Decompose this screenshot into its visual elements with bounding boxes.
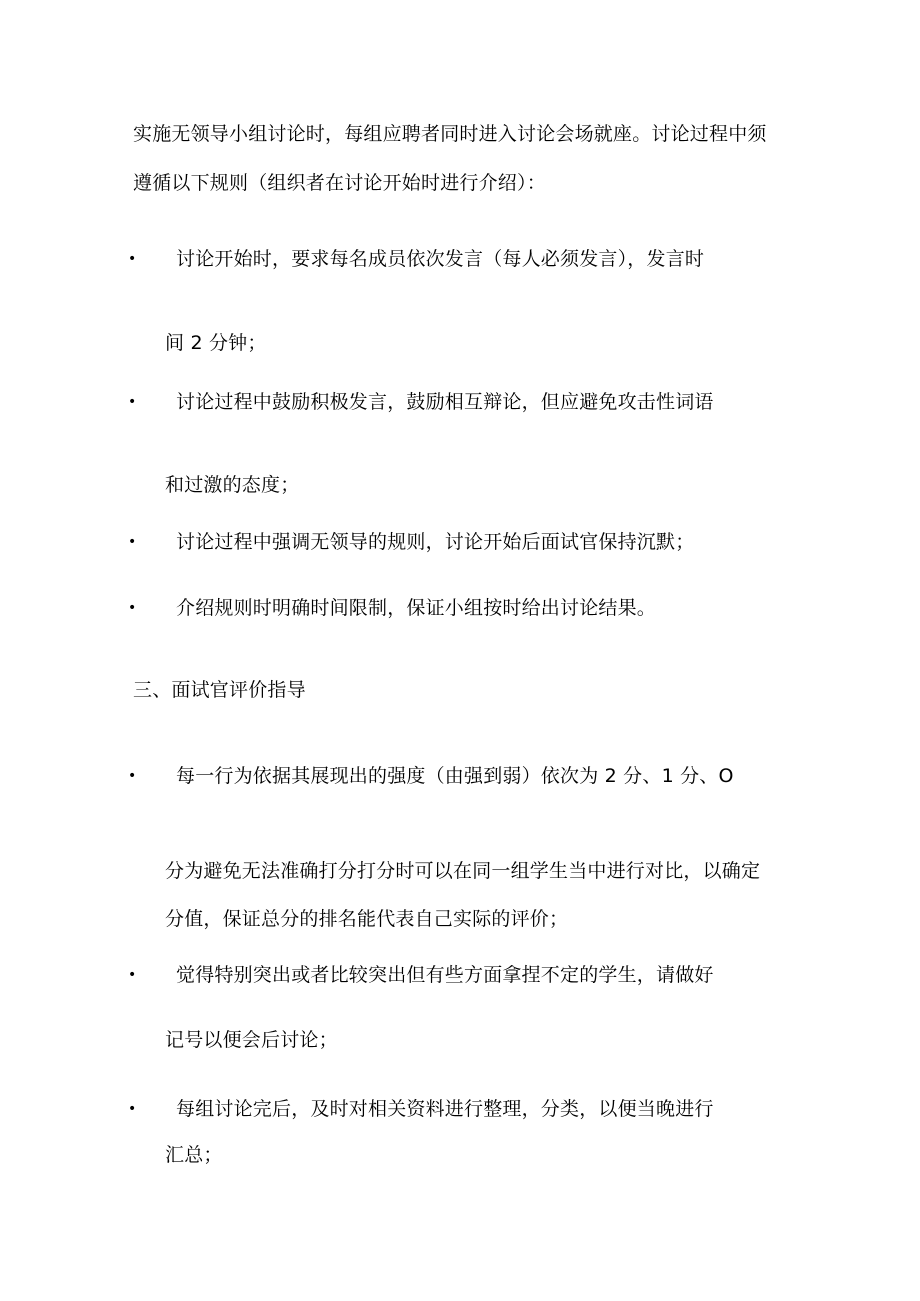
eval-3-line-2: 汇总； [165, 1144, 223, 1166]
section-heading: 三、面试官评价指导 [133, 679, 306, 701]
bullet-marker: • [128, 1101, 137, 1117]
rule-1-line-2: 间 2 分钟； [165, 332, 267, 354]
bullet-marker: • [128, 394, 137, 410]
bullet-marker: • [128, 768, 137, 784]
eval-1-line-3: 分值，保证总分的排名能代表自己实际的评价； [165, 908, 569, 930]
rule-2-line-2: 和过激的态度； [165, 474, 300, 496]
rule-1-line-1: 讨论开始时，要求每名成员依次发言（每人必须发言），发言时 [176, 248, 705, 270]
rule-2-line-1: 讨论过程中鼓励积极发言，鼓励相互辩论，但应避免攻击性词语 [176, 391, 714, 413]
eval-2-line-2: 记号以便会后讨论； [165, 1029, 338, 1051]
bullet-marker: • [128, 251, 137, 267]
bullet-marker: • [128, 967, 137, 983]
eval-1-line-1: 每一行为依据其展现出的强度（由强到弱）依次为 2 分、1 分、O [176, 765, 734, 787]
bullet-marker: • [128, 534, 137, 550]
rule-4-line-1: 介绍规则时明确时间限制，保证小组按时给出讨论结果。 [176, 597, 657, 619]
eval-2-line-1: 觉得特别突出或者比较突出但有些方面拿捏不定的学生，请做好 [176, 964, 714, 986]
intro-line-2: 遵循以下规则（组织者在讨论开始时进行介绍）： [133, 172, 546, 194]
intro-line-1: 实施无领导小组讨论时，每组应聘者同时进入讨论会场就座。讨论过程中须 [133, 123, 767, 145]
eval-3-line-1: 每组讨论完后，及时对相关资料进行整理，分类，以便当晚进行 [176, 1098, 714, 1120]
bullet-marker: • [128, 600, 137, 616]
eval-1-line-2: 分为避免无法准确打分打分时可以在同一组学生当中进行对比，以确定 [165, 860, 761, 882]
rule-3-line-1: 讨论过程中强调无领导的规则，讨论开始后面试官保持沉默； [176, 531, 695, 553]
